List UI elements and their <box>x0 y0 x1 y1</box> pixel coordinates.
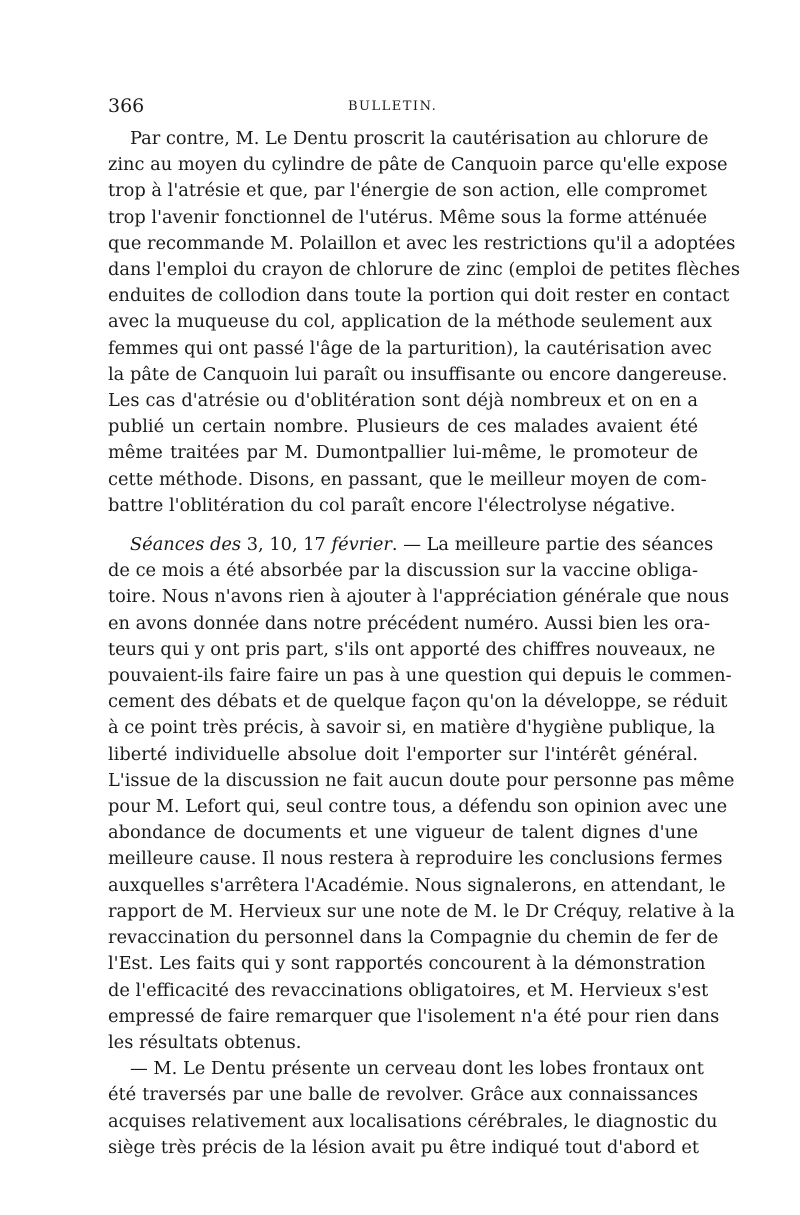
text-line: à ce point très précis, à savoir si, en matière d'hygiène publique, la <box>108 717 716 739</box>
lead-tail: . — La meilleure partie des séances <box>391 534 714 556</box>
italic-lead: Séances des <box>130 534 242 556</box>
text-line: teurs qui y ont pris part, s'ils ont apporté des chiffres nouveaux, ne <box>108 638 716 660</box>
text-line: meilleure cause. Il nous restera à reproduire les conclusions fermes <box>108 848 723 870</box>
text-line: même traitées par M. Dumontpallier lui-même, le promoteur de <box>108 442 698 464</box>
text-line: Les cas d'atrésie ou d'oblitération sont déjà nombreux et on en a <box>108 390 698 412</box>
running-title: BULLETIN. <box>348 99 438 114</box>
text-line: les résultats obtenus. <box>108 1031 302 1053</box>
running-head <box>108 96 698 126</box>
text-line: auxquelles s'arrêtera l'Académie. Nous signalerons, en attendant, le <box>108 874 726 896</box>
text-line: — M. Le Dentu présente un cerveau dont les lobes frontaux ont <box>130 1058 704 1080</box>
text-line: empressé de faire remarquer que l'isolement n'a été pour rien dans <box>108 1005 720 1027</box>
text-line: de l'efficacité des revaccinations obligatoires, et M. Hervieux s'est <box>108 979 709 1001</box>
paragraph-seances-fevrier <box>108 532 735 1056</box>
text-line: cement des débats et de quelque façon qu'on la développe, se réduit <box>108 691 728 713</box>
text-line: Par contre, M. Le Dentu proscrit la cautérisation au chlorure de <box>130 128 709 149</box>
text-line: enduites de collodion dans toute la portion qui doit rester en contact <box>108 285 730 307</box>
text-line: rapport de M. Hervieux sur une note de M. le Dr Créquy, relative à la <box>108 900 735 922</box>
page-number: 366 <box>108 95 145 117</box>
paragraph-lead-line <box>108 532 714 558</box>
text-line: liberté individuelle absolue doit l'emporter sur l'intérêt général. <box>108 743 698 765</box>
text-line: avec la muqueuse du col, application de la méthode seulement aux <box>108 311 712 333</box>
text-line: la pâte de Canquoin lui paraît ou insuffisante ou encore dangereuse. <box>108 363 728 385</box>
text-line: L'issue de la discussion ne fait aucun doute pour personne pas même <box>108 769 735 791</box>
text-line: cette méthode. Disons, en passant, que le meilleur moyen de com- <box>108 468 707 490</box>
text-line: trop l'avenir fonctionnel de l'utérus. Même sous la forme atténuée <box>108 206 708 228</box>
text-line: l'Est. Les faits qui y sont rapportés concourent à la démonstration <box>108 953 706 975</box>
text-line: pouvaient-ils faire faire un pas à une question qui depuis le commen- <box>108 665 732 687</box>
paragraph-gap <box>108 519 698 532</box>
italic-month: février <box>331 534 392 556</box>
text-line: de ce mois a été absorbée par la discussion sur la vaccine obliga- <box>108 560 698 582</box>
text-line: que recommande M. Polaillon et avec les restrictions qu'il a adoptées <box>108 232 736 254</box>
paragraph-cerveau-lobes-frontaux <box>108 1056 718 1161</box>
text-line: trop à l'atrésie et que, par l'énergie de son action, elle compromet <box>108 180 707 202</box>
text-line: revaccination du personnel dans la Compagnie du chemin de fer de <box>108 927 719 949</box>
text-line: toire. Nous n'avons rien à ajouter à l'appréciation générale que nous <box>108 586 730 608</box>
text-line: abondance de documents et une vigueur de talent dignes d'une <box>108 822 698 844</box>
document-page <box>108 95 740 1161</box>
text-line: publié un certain nombre. Plusieurs de ces malades avaient été <box>108 416 698 438</box>
text-line: acquises relativement aux localisations cérébrales, le diagnostic du <box>108 1110 718 1132</box>
text-line: siège très précis de la lésion avait pu être indiqué tout d'abord et <box>108 1136 700 1158</box>
paragraph-le-dentu-cauterisation <box>108 126 740 519</box>
text-line: dans l'emploi du crayon de chlorure de zinc (emploi de petites flèches <box>108 259 740 281</box>
text-line: femmes qui ont passé l'âge de la parturition), la cautérisation avec <box>108 337 712 359</box>
text-line: été traversés par une balle de revolver. Grâce aux connaissances <box>108 1084 698 1106</box>
text-line: en avons donnée dans notre précédent numéro. Aussi bien les ora- <box>108 612 710 634</box>
lead-dates: 3, 10, 17 <box>241 534 332 556</box>
text-line: pour M. Lefort qui, seul contre tous, a défendu son opinion avec une <box>108 796 728 818</box>
text-line: battre l'oblitération du col paraît encore l'électrolyse négative. <box>108 494 676 516</box>
text-line: zinc au moyen du cylindre de pâte de Canquoin parce qu'elle expose <box>108 154 728 176</box>
